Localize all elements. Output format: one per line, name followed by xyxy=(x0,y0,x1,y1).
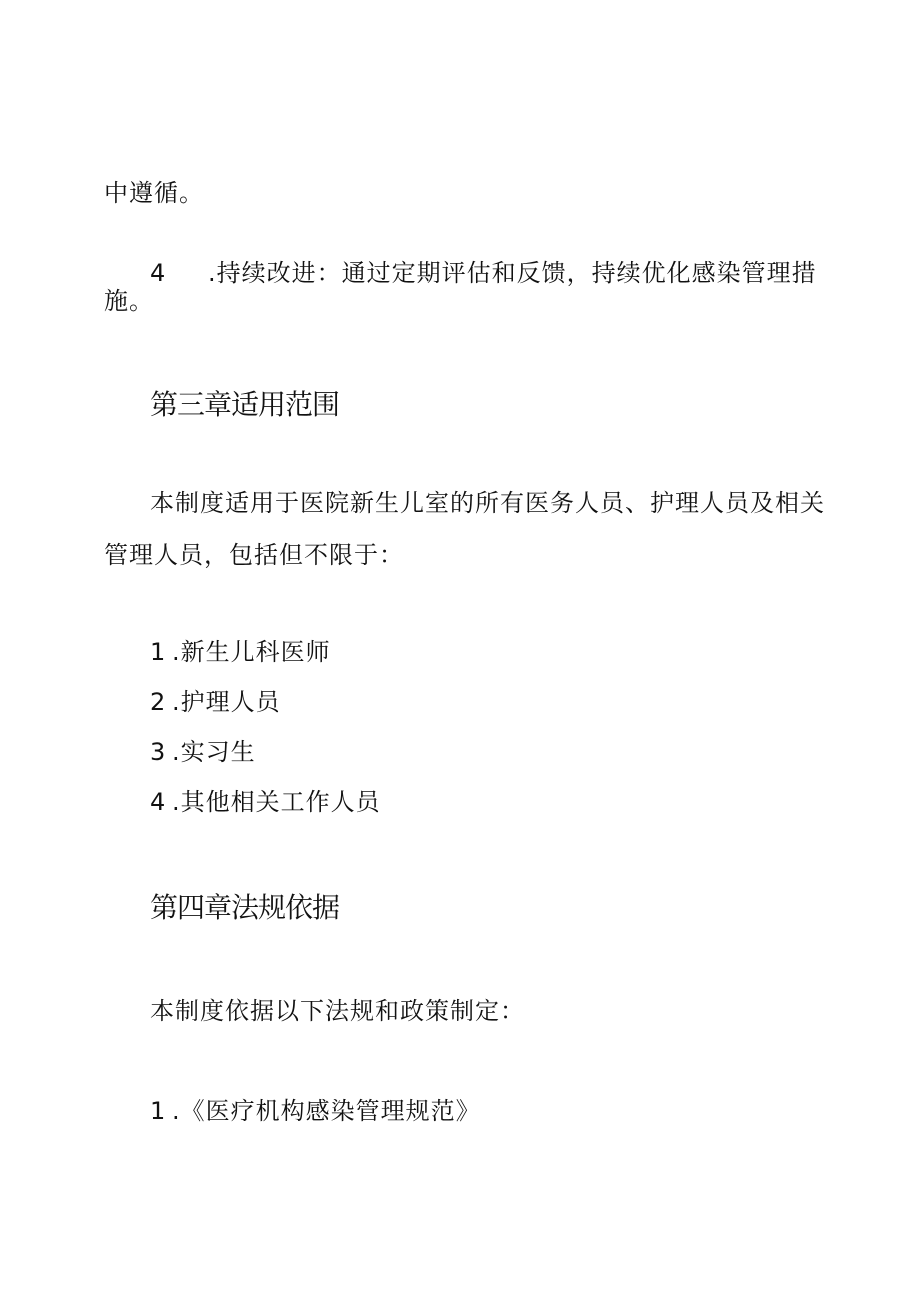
principle-item-4-continuation: 施。 xyxy=(104,287,154,315)
list-number: 3 xyxy=(150,738,167,766)
intro-tail-text: 中遵循。 xyxy=(104,179,204,207)
list-number: 4 xyxy=(150,788,167,816)
scope-list-item xyxy=(150,687,281,717)
scope-list-item xyxy=(150,737,256,767)
list-item-text: .护理人员 xyxy=(172,688,281,716)
chapter-4-title: 第四章法规依据 xyxy=(150,891,340,924)
scope-list-item xyxy=(150,637,331,667)
list-item-text: .新生儿科医师 xyxy=(172,638,331,666)
list-item-text: .《医疗机构感染管理规范》 xyxy=(172,1097,481,1125)
scope-list-item xyxy=(150,787,381,817)
list-number: 1 xyxy=(150,638,167,666)
basis-list-item xyxy=(150,1096,481,1126)
list-item-text: .持续改进：通过定期评估和反馈，持续优化感染管理措 xyxy=(208,259,817,287)
principle-item-4 xyxy=(150,258,817,288)
list-number: 1 xyxy=(150,1097,167,1125)
chapter-3-paragraph-line2: 管理人员，包括但不限于： xyxy=(104,541,404,569)
chapter-3-paragraph-line1: 本制度适用于医院新生儿室的所有医务人员、护理人员及相关 xyxy=(150,489,825,517)
list-number: 2 xyxy=(150,688,167,716)
list-item-text: .实习生 xyxy=(172,738,256,766)
list-number: 4 xyxy=(150,259,167,287)
list-item-text: .其他相关工作人员 xyxy=(172,788,381,816)
chapter-4-paragraph: 本制度依据以下法规和政策制定： xyxy=(150,997,525,1025)
chapter-3-title: 第三章适用范围 xyxy=(150,388,340,421)
